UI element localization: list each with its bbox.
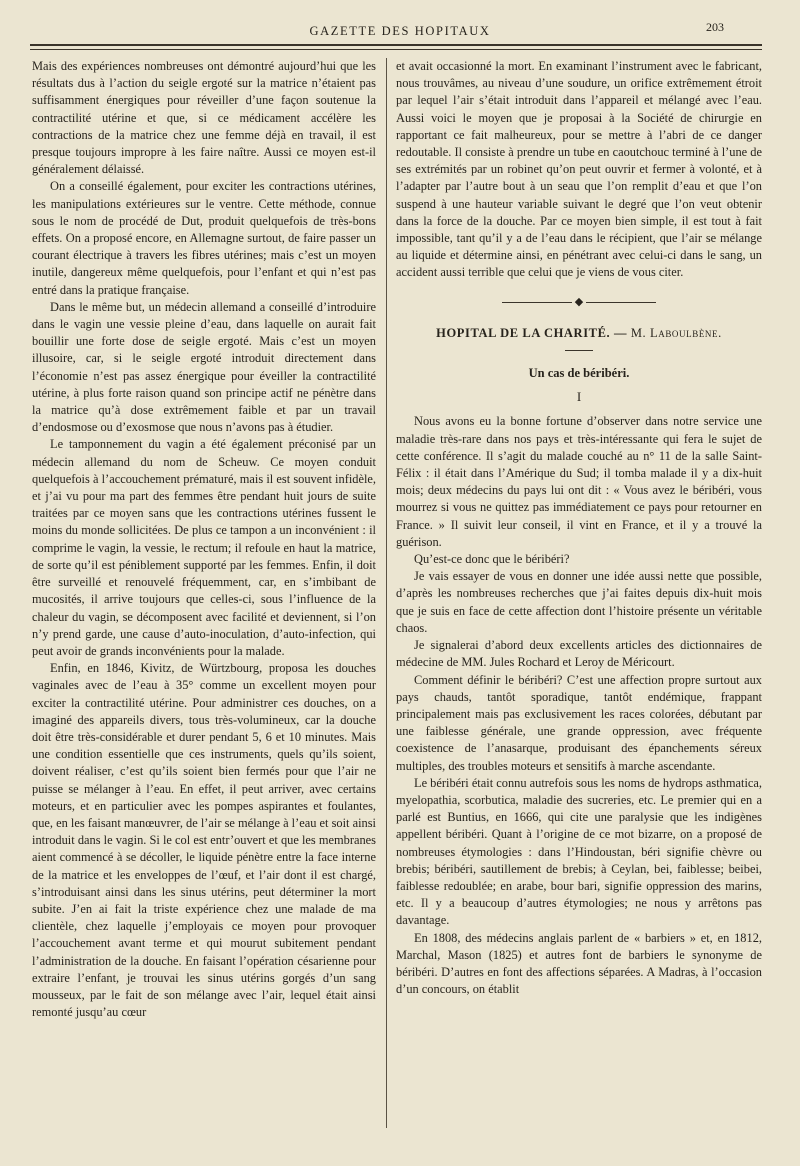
paragraph: Qu’est-ce donc que le béribéri? bbox=[414, 552, 570, 567]
paragraph: Comment définir le béribéri? C’est une affection propre surtout aux pays chauds, tantôt sporadique, tantôt endémique, frappant principalement mais pas exclusivement les races colorées, débutant par une faiblesse générale, une grande oppression, avec fréquente coexistence de l’anasarque, produisant des épanchements séreux multiples, des troubles moteurs et sensitifs à marche ascendante. bbox=[396, 672, 762, 773]
header-rule bbox=[30, 44, 762, 46]
article-title: Un cas de béribéri. bbox=[528, 366, 630, 381]
paragraph: Je vais essayer de vous en donner une idée aussi nette que possible, d’après les nombreuses recherches que j’ai faites depuis dix-huit mois que je suis en face de cette affection dont l’histoire présente un véritable chaos. bbox=[396, 569, 762, 635]
paragraph: Enfin, en 1846, Kivitz, de Würtzbourg, proposa les douches vaginales avec de l’eau à 35° comme un excellent moyen pour exciter la contractilité utérine. Pour administrer ces douches, on a imaginé des appareils divers, tous très-volumineux, car la douche doit être très-considérable et durer pendant 5, 6 et 10 minutes. Mais une condition essentielle que ces instruments, quels qu’ils soient, doivent réaliser, c’est qu’ils soient bien fermés pour que l’air ne puisse se mélanger à l’eau. En effet, il peut arriver, avec certains moteurs, et en particulier avec les pompes aspirantes et foulantes, que, en les faisant manœuvrer, de l’air se mélange à l’eau et soit ainsi introduit dans le vagin. Si le col est entr’ouvert et que les membranes aient commencé à se décoller, le liquide pénètre entre la face interne de la matrice et les enveloppes de l’œuf, et l’air dont il est chargé, s’introduisant ainsi dans les sinus utérins, peut déterminer la mort subite. J’en ai fait la triste expérience chez une malade de ma clientèle, chez laquelle j’employais ce moyen pour provoquer l’accouchement avant terme et qui mourut subitement pendant l’administration de la douche. En faisant l’opération césarienne pour extraire l’enfant, je trouvai les sinus utérins gorgés d’un sang mousseux, par le fait de son mélange avec l’air, lequel était ainsi remonté jusqu’au cœur bbox=[32, 661, 376, 1020]
hospital-name: HOPITAL DE LA CHARITÉ. — bbox=[436, 325, 628, 340]
hospital-heading bbox=[396, 325, 762, 342]
paragraph: Le béribéri était connu autrefois sous les noms de hydrops asthmatica, myelopathia, scorbutica, maladie des sucreries, etc. Le premier qui en a parlé est Buntius, en 1666, qui cite une paralysie que les indigènes appellent béribéri. Quant à l’origine de ce mot bizarre, on a proposé de nombreuses étymologies : dans l’Hindoustan, béri signifie chèvre ou brebis; béribéri, sautillement de brebis; à Ceylan, bei, faiblesse; beibei, faiblesse redoublée; en arabe, bour bari, signifie oppression des marins, etc. Il y a beaucoup d’autres étymologies; ne nous y arrêtons pas davantage. bbox=[396, 775, 762, 928]
left-column bbox=[32, 58, 376, 1021]
paragraph: En 1808, des médecins anglais parlent de « barbiers » et, en 1812, Marchal, Mason (1825) et autres font de barbiers le synonyme de béribéri. D’autres en font des affections séparées. A Madras, à l’occasion d’un concours, on établit bbox=[396, 930, 762, 997]
running-title: GAZETTE DES HOPITAUX bbox=[309, 24, 491, 38]
short-rule bbox=[565, 350, 593, 351]
page-header bbox=[0, 18, 800, 38]
page-number: 203 bbox=[706, 20, 724, 34]
section-number: I bbox=[576, 389, 582, 405]
column-divider bbox=[386, 58, 387, 1128]
paragraph: On a conseillé également, pour exciter les contractions utérines, les manipulations extérieures sur le ventre. Cette méthode, connue sous le nom de procédé de Dut, produit quelquefois de très-bons effets. On a proposé encore, en Allemagne surtout, de faire passer un courant électrique à travers les fibres utérines; mais c’est un moyen inutile, dangereux même quelquefois, pour l’enfant et qui n’est pas entré dans la pratique française. bbox=[32, 179, 376, 297]
section-ornament: ◆ bbox=[396, 294, 762, 311]
hospital-doctor: M. Laboulbène. bbox=[630, 325, 722, 340]
paragraph: Le tamponnement du vagin a été également préconisé par un médecin allemand du nom de Scheuw. Ce moyen conduit quelquefois à l’accouchement prématuré, mais il est souvent infidèle, et j’ai vu pour ma part des femmes être pendant huit jours de suite traitées par ce moyen sans que les contractions utérines fussent le moins du monde sollicitées. De plus ce tampon a un inconvénient : il comprime le vagin, la vessie, le rectum; il refoule en haut la matrice, de sorte qu’il est péniblement supporté par les femmes. Enfin, il doit être surveillé et renouvelé fréquemment, car, en s’imbibant de mucosités, il arrive toujours que celles-ci, sous l’influence de la chaleur du vagin, se décomposent avec facilité et deviennent, si l’on n’y prend garde, une cause d’auto-inoculation, d’auto-infection, qui peut avoir de grands inconvénients pour la malade. bbox=[32, 437, 376, 658]
paragraph-continuation: et avait occasionné la mort. En examinant l’instrument avec le fabricant, nous trouvâmes, au niveau d’une soudure, un orifice extrêmement étroit par lequel l’air s’était introduit dans l’appareil et mélangé avec l’eau. Aussi voici le moyen que je proposai à la Société de chirurgie en rapportant ce fait malheureux, pour se mettre à l’abri de ce danger redoutable. Il consiste à prendre un tube en caoutchouc terminé à l’une de ses extrémités par un robinet qu’on peut ouvrir et fermer à volonté, et à l’adapter par l’autre bout à un seau que l’on remplit d’eau et que l’on suspend à une hauteur variable suivant le degré que l’on veut obtenir dans la force de la douche. Par ce moyen bien simple, il est tout à fait impossible, tant qu’il y a de l’eau dans le récipient, que l’air se mélange au liquide et détermine ainsi, en pénétrant avec celui-ci dans le sang, un accident aussi terrible que celui que je viens de vous citer. bbox=[396, 59, 762, 280]
paragraph: Je signalerai d’abord deux excellents articles des dictionnaires de médecine de MM. Jules Rochard et Leroy de Méricourt. bbox=[396, 638, 762, 670]
header-rule-thin bbox=[30, 49, 762, 50]
paragraph: Nous avons eu la bonne fortune d’observer dans notre service une maladie très-rare dans nos pays et très-intéressante qui fera le sujet de cette conférence. Il s’agit du malade couché au n° 11 de la salle Saint-Félix : il était dans l’Amérique du Sud; il tomba malade il y a dix-huit mois; deux médecins du pays lui ont dit : « Vous avez le béribéri, vous mourrez si vous ne quittez pas immédiatement ce pays pour retourner en France. » Il suivit leur conseil, il vint en France, et il y a trouvé la guérison. bbox=[396, 414, 762, 549]
right-column bbox=[396, 58, 762, 998]
paragraph: Mais des expériences nombreuses ont démontré aujourd’hui que les résultats dus à l’action du seigle ergoté sur la matrice n’étaient pas suffisamment énergiques pour réveiller d’une façon soutenue la contractilité utérine et que, si ce médicament accélère les contractions de la matrice chez une femme déjà en travail, il est presque toujours impropre à les faire naître. Aussi ce moyen est-il généralement délaissé. bbox=[32, 59, 376, 177]
paragraph: Dans le même but, un médecin allemand a conseillé d’introduire dans le vagin une vessie pleine d’eau, dans laquelle on aurait fait bouillir une forte dose de seigle ergoté. Mais c’est un moyen illusoire, car, si le seigle ergoté introduit directement dans l’économie n’est pas assez énergique pour éveiller la contractilité utérine, à plus forte raison quand son principe actif ne pénètre dans la matrice qu’à dose extrêmement faible et par un travail d’endosmose ou d’exosmose que nous n’avons pas à étudier. bbox=[32, 299, 376, 435]
